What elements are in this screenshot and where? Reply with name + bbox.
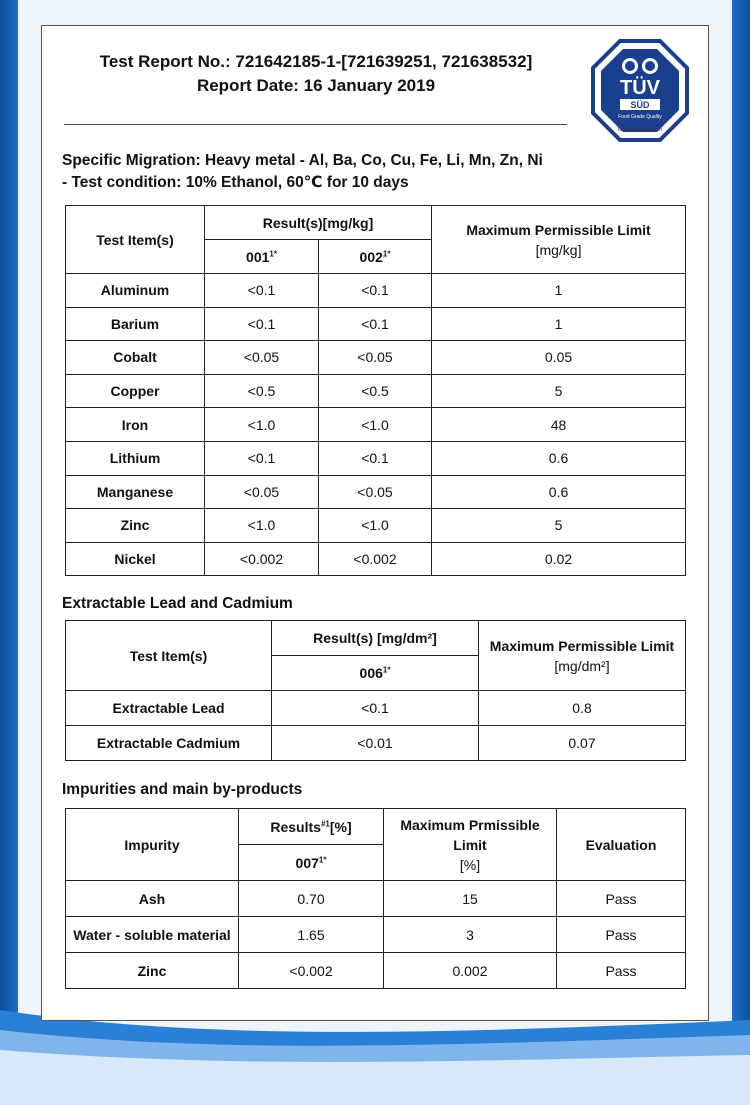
table-row	[66, 408, 686, 442]
cell-r1: <0.05	[205, 341, 319, 375]
report-header	[42, 50, 590, 98]
table-row	[66, 509, 686, 543]
cell-r2: <0.1	[319, 274, 432, 308]
table-row	[66, 917, 686, 953]
cell-r1: <0.1	[205, 274, 319, 308]
col-limit	[384, 809, 557, 881]
cell-r1: <0.01	[272, 726, 479, 761]
cell-r1: <1.0	[205, 408, 319, 442]
cell-limit: 1	[432, 307, 686, 341]
cell-limit: 48	[432, 408, 686, 442]
col-test-item: Test Item(s)	[66, 621, 272, 691]
col-limit	[479, 621, 686, 691]
section3-title: Impurities and main by-products	[62, 781, 303, 798]
table-row	[66, 475, 686, 509]
limit-unit: [%]	[459, 856, 481, 873]
col-sample-002: $002^{1*}$	[319, 240, 432, 274]
limit-unit: [mg/dm²]	[554, 657, 610, 674]
heavy-metal-table	[65, 205, 686, 576]
cell-limit: 0.05	[432, 341, 686, 375]
section2-title: Extractable Lead and Cadmium	[62, 595, 293, 612]
cell-item: Nickel	[66, 542, 205, 576]
table-row	[66, 726, 686, 761]
background-right-band	[732, 0, 750, 1105]
report-sheet	[41, 25, 709, 1021]
col-sample-007: $007^{1*}$	[239, 845, 384, 881]
svg-text:TÜV: TÜV	[620, 77, 660, 99]
table-row	[66, 374, 686, 408]
cell-limit: 5	[432, 374, 686, 408]
col-results: Results$^{\#1}$[%]	[239, 809, 384, 845]
col-results: Result(s) [mg/dm²]	[272, 621, 479, 656]
col-sample-006: $006^{1*}$	[272, 656, 479, 691]
cell-item: Lithium	[66, 441, 205, 475]
cell-limit: 0.8	[479, 691, 686, 726]
col-results: Result(s)[mg/kg]	[205, 206, 432, 240]
col-sample-001: $001^{1*}$	[205, 240, 319, 274]
cell-r2: <1.0	[319, 509, 432, 543]
cell-item: Extractable Cadmium	[66, 726, 272, 761]
limit-label: Maximum Prmissible	[400, 816, 540, 833]
cell-item: Zinc	[66, 509, 205, 543]
cell-r2: <0.05	[319, 341, 432, 375]
cell-r1: <0.05	[205, 475, 319, 509]
cell-r2: <0.1	[319, 307, 432, 341]
cell-r1: 1.65	[239, 917, 384, 953]
report-date: Report Date: 16 January 2019	[196, 76, 436, 95]
cell-item: Manganese	[66, 475, 205, 509]
header-divider	[64, 124, 567, 125]
cell-item: Zinc	[66, 953, 239, 989]
table-row	[66, 691, 686, 726]
table-row	[66, 307, 686, 341]
cell-item: Aluminum	[66, 274, 205, 308]
cell-r2: <0.05	[319, 475, 432, 509]
limit-label: Maximum Permissible Limit	[466, 221, 651, 238]
limit-label: Maximum Permissible Limit	[489, 637, 675, 654]
cell-item: Water - soluble material	[66, 917, 239, 953]
cell-limit: 0.6	[432, 475, 686, 509]
section1-title: Specific Migration: Heavy metal - Al, Ba, Co, Cu, Fe, Li, Mn, Zn, Ni	[62, 152, 543, 169]
table-row	[66, 881, 686, 917]
table-row	[66, 542, 686, 576]
table-row	[66, 953, 686, 989]
cell-r1: <0.1	[205, 307, 319, 341]
report-number: Test Report No.: 721642185-1-[721639251, 721638532]	[99, 52, 533, 71]
cell-r1: <0.002	[205, 542, 319, 576]
cell-eval: Pass	[557, 953, 686, 989]
cell-r1: <1.0	[205, 509, 319, 543]
svg-text:SÜD: SÜD	[630, 100, 650, 110]
cell-limit: 0.002	[384, 953, 557, 989]
cell-eval: Pass	[557, 881, 686, 917]
section1-condition: - Test condition: 10% Ethanol, 60℃ for 10 days	[62, 174, 409, 191]
limit-label-2: Limit	[453, 836, 487, 853]
cell-eval: Pass	[557, 917, 686, 953]
cell-r2: <0.5	[319, 374, 432, 408]
cell-r1: <0.1	[205, 441, 319, 475]
cell-item: Barium	[66, 307, 205, 341]
cell-limit: 0.02	[432, 542, 686, 576]
cell-r1: <0.5	[205, 374, 319, 408]
cell-limit: 0.6	[432, 441, 686, 475]
col-limit	[432, 206, 686, 274]
col-impurity: Impurity	[66, 809, 239, 881]
limit-unit: [mg/kg]	[535, 241, 582, 258]
col-test-item: Test Item(s)	[66, 206, 205, 274]
cell-limit: 3	[384, 917, 557, 953]
cell-r1: 0.70	[239, 881, 384, 917]
cell-limit: 1	[432, 274, 686, 308]
table-row	[66, 274, 686, 308]
cell-item: Copper	[66, 374, 205, 408]
cell-r2: <1.0	[319, 408, 432, 442]
cell-limit: 0.07	[479, 726, 686, 761]
cell-limit: 15	[384, 881, 557, 917]
section1-heading	[62, 150, 543, 194]
background-left-band	[0, 0, 18, 1105]
table-row	[66, 341, 686, 375]
svg-text:Food Grade Quality: Food Grade Quality	[618, 114, 662, 120]
table-row	[66, 441, 686, 475]
cell-r2: <0.1	[319, 441, 432, 475]
cell-r2: <0.002	[319, 542, 432, 576]
cell-item: Iron	[66, 408, 205, 442]
cell-item: Ash	[66, 881, 239, 917]
impurities-table	[65, 808, 686, 989]
logo-caption: tuv-sud.com/ps-cert	[618, 127, 662, 133]
col-evaluation: Evaluation	[557, 809, 686, 881]
cell-item: Extractable Lead	[66, 691, 272, 726]
lead-cadmium-table	[65, 620, 686, 761]
cell-r1: <0.002	[239, 953, 384, 989]
cell-r1: <0.1	[272, 691, 479, 726]
cell-limit: 5	[432, 509, 686, 543]
cell-item: Cobalt	[66, 341, 205, 375]
